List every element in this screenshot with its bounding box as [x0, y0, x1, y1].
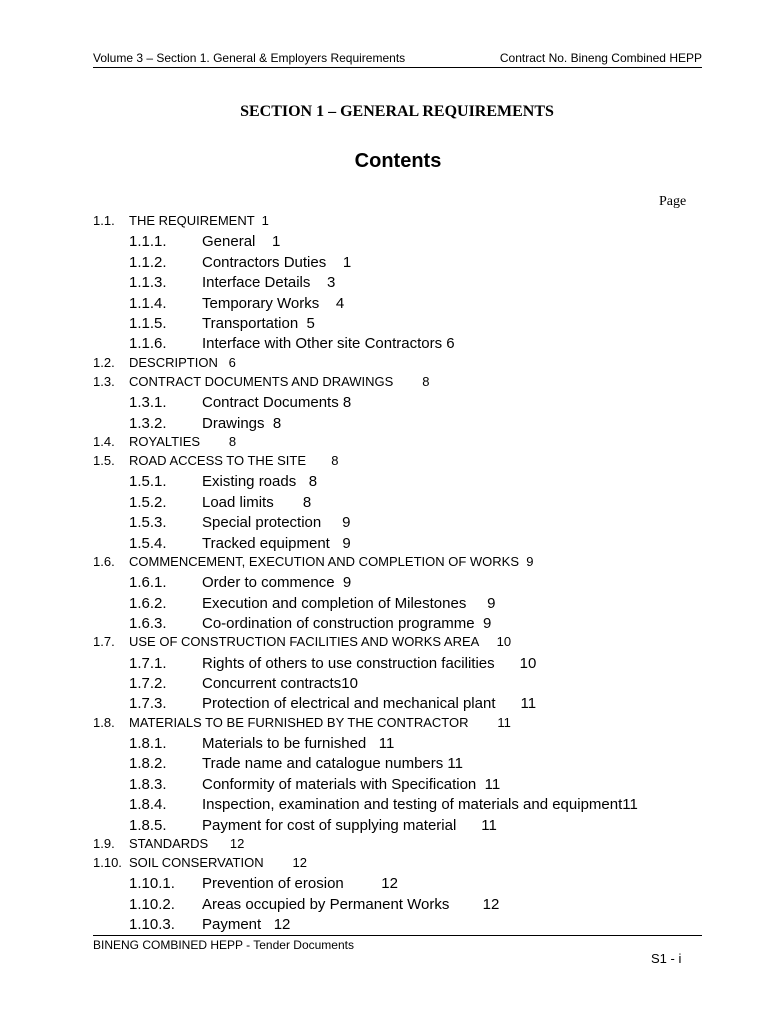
toc-entry-number: 1.6.1.	[129, 574, 167, 592]
toc-entry-number: 1.8.5.	[129, 816, 167, 834]
toc-entry-title: Areas occupied by Permanent Works 12	[202, 895, 500, 913]
toc-entry-number: 1.3.	[93, 373, 115, 389]
toc-entry-number: 1.1.1.	[129, 233, 167, 251]
toc-entry-number: 1.7.3.	[129, 695, 167, 713]
toc-entry-number: 1.7.1.	[129, 654, 167, 672]
toc-entry-title: Prevention of erosion 12	[202, 875, 398, 893]
toc-entry-title: Inspection, examination and testing of materials and equipment11	[202, 796, 638, 814]
toc-entry-title: Co-ordination of construction programme 9	[202, 615, 492, 632]
toc-entry-title: Drawings 8	[202, 414, 282, 432]
toc-entry-title: Temporary Works 4	[202, 294, 345, 312]
toc-entry-number: 1.5.4.	[129, 534, 167, 552]
toc-entry-title: Materials to be furnished 11	[202, 735, 395, 752]
toc-entry-number: 1.7.	[93, 634, 115, 650]
toc-entry-number: 1.2.	[93, 354, 115, 370]
toc-entry-title: Load limits 8	[202, 493, 312, 511]
toc-entry-title: COMMENCEMENT, EXECUTION AND COMPLETION OF WORKS 9	[129, 553, 534, 569]
toc-entry-number: 1.1.3.	[129, 274, 167, 292]
toc-entry-title: Concurrent contracts10	[202, 675, 358, 692]
toc-entry-title: Protection of electrical and mechanical plant 11	[202, 695, 537, 713]
toc-entry-title: THE REQUIREMENT 1	[129, 213, 269, 228]
toc-entry-title: Special protection 9	[202, 514, 351, 532]
toc-entry-number: 1.8.4.	[129, 796, 167, 814]
toc-entry-title: ROAD ACCESS TO THE SITE 8	[129, 453, 339, 468]
toc-entry-title: Existing roads 8	[202, 473, 318, 491]
toc-entry-title: Rights of others to use construction facilities 10	[202, 654, 537, 672]
header-volume-section: Volume 3 – Section 1. General & Employers Requirements	[93, 51, 406, 65]
toc-entry-number: 1.10.3.	[129, 916, 175, 934]
toc-entry-number: 1.6.2.	[129, 594, 167, 612]
toc-entry-title: Trade name and catalogue numbers 11	[202, 755, 463, 773]
toc-entry-number: 1.1.	[93, 213, 115, 228]
toc-entry-number: 1.6.	[93, 553, 115, 569]
toc-entry-number: 1.6.3.	[129, 615, 167, 632]
toc-entry-number: 1.8.2.	[129, 755, 167, 773]
header-contract-number: Contract No. Bineng Combined HEPP	[499, 51, 702, 65]
toc-entry-number: 1.8.	[93, 714, 115, 730]
toc-entry-number: 1.5.	[93, 453, 115, 468]
toc-entry-title: Tracked equipment 9	[202, 534, 351, 552]
toc-entry-title: MATERIALS TO BE FURNISHED BY THE CONTRACTOR 11	[129, 714, 511, 730]
toc-entry-title: Payment for cost of supplying material 11	[202, 816, 497, 834]
toc-entry-number: 1.9.	[93, 835, 115, 851]
page-column-label: Page	[659, 194, 687, 209]
toc-entry-number: 1.3.2.	[129, 414, 167, 432]
footer-document-title: BINENG COMBINED HEPP - Tender Documents	[93, 938, 354, 952]
toc-entry-title: Contractors Duties 1	[202, 253, 352, 271]
toc-entry-number: 1.8.3.	[129, 775, 167, 793]
toc-entry-number: 1.10.1.	[129, 875, 175, 893]
toc-entry-title: DESCRIPTION 6	[129, 354, 236, 370]
toc-entry-title: Interface Details 3	[202, 274, 336, 292]
toc-entry-title: Order to commence 9	[202, 574, 352, 592]
toc-entry-title: Payment 12	[202, 916, 291, 934]
toc-entry-number: 1.7.2.	[129, 675, 167, 692]
toc-entry-number: 1.5.2.	[129, 493, 167, 511]
page-number: S1 - i	[651, 951, 682, 966]
toc-entry-title: Conformity of materials with Specification 11	[202, 775, 501, 793]
toc-entry-number: 1.8.1.	[129, 735, 167, 752]
toc-entry-number: 1.1.6.	[129, 335, 167, 353]
toc-entry-title: ROYALTIES 8	[129, 433, 237, 449]
toc-entry-number: 1.10.	[93, 855, 122, 870]
toc-entry-number: 1.4.	[93, 433, 115, 449]
toc-entry-number: 1.1.5.	[129, 315, 167, 332]
toc-entry-number: 1.5.3.	[129, 514, 167, 532]
contents-heading: Contents	[354, 150, 442, 172]
toc-entry-title: USE OF CONSTRUCTION FACILITIES AND WORKS AREA 10	[129, 634, 512, 650]
toc-entry-title: STANDARDS 12	[129, 835, 245, 851]
toc-entry-number: 1.5.1.	[129, 473, 167, 491]
toc-entry-title: Transportation 5	[202, 315, 315, 332]
toc-entry-number: 1.1.4.	[129, 294, 167, 312]
toc-entry-title: SOIL CONSERVATION 12	[129, 855, 307, 870]
section-title: SECTION 1 – GENERAL REQUIREMENTS	[240, 103, 554, 120]
toc-entry-title: Execution and completion of Milestones 9	[202, 594, 496, 612]
toc-entry-title: CONTRACT DOCUMENTS AND DRAWINGS 8	[129, 373, 430, 389]
toc-entry-number: 1.1.2.	[129, 253, 167, 271]
running-header	[93, 51, 702, 68]
toc-entry-title: Contract Documents 8	[202, 394, 352, 412]
toc-entry-number: 1.3.1.	[129, 394, 167, 412]
toc-entry-number: 1.10.2.	[129, 895, 175, 913]
running-footer	[93, 935, 702, 952]
toc-entry-title: General 1	[202, 233, 281, 251]
toc-entry-title: Interface with Other site Contractors 6	[202, 335, 455, 353]
